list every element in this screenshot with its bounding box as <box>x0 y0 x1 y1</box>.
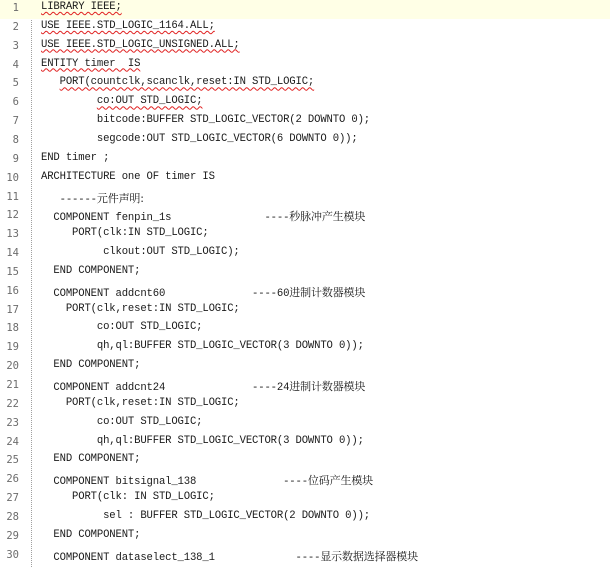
code-text <box>41 133 358 145</box>
code-line[interactable] <box>0 471 610 490</box>
code-segment: co:OUT STD_LOGIC; <box>41 415 203 428</box>
code-line[interactable] <box>0 0 610 19</box>
code-text <box>41 510 370 522</box>
code-segment-error: LIBRARY IEEE; <box>41 1 122 13</box>
code-text <box>41 1 122 13</box>
code-line[interactable] <box>0 132 610 151</box>
code-segment: qh,ql:BUFFER STD_LOGIC_VECTOR(3 DOWNTO 0)); <box>41 340 364 353</box>
code-text <box>41 321 202 333</box>
code-text <box>41 435 364 447</box>
code-line[interactable] <box>0 415 610 434</box>
code-segment: 秒脉冲产生模块 <box>289 210 366 224</box>
line-number: 9 <box>12 152 19 165</box>
code-segment: COMPONENT fenpin_1s ---- <box>41 212 290 225</box>
line-number: 10 <box>6 171 19 184</box>
code-segment: sel : BUFFER STD_LOGIC_VECTOR(2 DOWNTO 0)); <box>41 509 370 522</box>
code-segment: PORT(clk:IN STD_LOGIC; <box>41 227 209 240</box>
code-text <box>41 190 144 206</box>
code-text <box>41 95 202 107</box>
line-number: 23 <box>6 416 19 429</box>
code-text <box>41 284 365 300</box>
code-segment: END COMPONENT; <box>41 359 141 372</box>
line-number: 26 <box>6 473 19 486</box>
code-text <box>41 227 209 239</box>
code-line[interactable] <box>0 528 610 547</box>
code-segment: 显示数据选择器模块 <box>320 549 418 563</box>
code-segment-error: PORT(countclk,scanclk,reset:IN STD_LOGIC; <box>59 76 315 89</box>
code-text <box>41 303 240 315</box>
code-segment: END COMPONENT; <box>41 264 141 277</box>
code-line[interactable] <box>0 320 610 339</box>
code-segment: 位码产生模块 <box>307 474 374 488</box>
code-line[interactable] <box>0 377 610 396</box>
line-number: 7 <box>12 115 19 128</box>
line-number: 11 <box>6 190 19 203</box>
line-number: 8 <box>12 133 19 146</box>
line-number: 17 <box>6 303 19 316</box>
code-segment: 进制计数器模块 <box>289 380 366 393</box>
code-segment: PORT(clk,reset:IN STD_LOGIC; <box>41 302 240 315</box>
code-text <box>41 208 365 224</box>
code-segment: ARCHITECTURE one OF timer IS <box>41 170 215 183</box>
code-line[interactable] <box>0 302 610 321</box>
code-text <box>41 39 240 51</box>
line-number: 24 <box>6 435 19 448</box>
code-text <box>41 340 364 352</box>
line-number: 12 <box>6 209 19 222</box>
code-text <box>41 548 418 564</box>
code-segment: qh,ql:BUFFER STD_LOGIC_VECTOR(3 DOWNTO 0)); <box>41 434 364 447</box>
code-segment: segcode:OUT STD_LOGIC_VECTOR(6 DOWNTO 0)); <box>41 132 358 145</box>
code-line[interactable] <box>0 283 610 302</box>
code-segment: 元件声明: <box>96 191 144 205</box>
code-line[interactable] <box>0 358 610 377</box>
code-text <box>41 265 140 277</box>
code-segment: COMPONENT addcnt24 ----24 <box>41 382 290 394</box>
code-text <box>41 114 370 126</box>
code-text <box>41 397 240 409</box>
code-line[interactable] <box>0 189 610 208</box>
code-segment: PORT(clk: IN STD_LOGIC; <box>41 491 215 504</box>
code-segment: END COMPONENT; <box>41 528 141 541</box>
line-number: 20 <box>6 360 19 373</box>
line-number: 16 <box>6 284 19 297</box>
line-number: 1 <box>12 2 19 14</box>
code-segment: COMPONENT addcnt60 ----60 <box>41 287 290 300</box>
line-number: 15 <box>6 265 19 278</box>
code-text <box>41 491 215 503</box>
line-number: 21 <box>6 379 19 391</box>
code-text <box>41 76 314 88</box>
code-line[interactable] <box>0 452 610 471</box>
code-line[interactable] <box>0 509 610 528</box>
code-segment-error: USE IEEE.STD_LOGIC_UNSIGNED.ALL; <box>41 38 240 51</box>
code-segment: END timer ; <box>41 151 110 164</box>
code-text <box>41 246 240 258</box>
code-line[interactable] <box>0 57 610 76</box>
code-line[interactable] <box>0 490 610 509</box>
code-text <box>41 472 373 488</box>
code-segment: clkout:OUT STD_LOGIC); <box>41 246 240 259</box>
code-segment <box>41 95 97 107</box>
code-segment: bitcode:BUFFER STD_LOGIC_VECTOR(2 DOWNTO 0); <box>41 114 370 127</box>
code-line[interactable] <box>0 207 610 226</box>
code-segment: 进制计数器模块 <box>289 285 366 299</box>
code-text <box>41 529 140 541</box>
line-number: 28 <box>6 510 19 523</box>
line-number: 14 <box>6 247 19 260</box>
code-text <box>41 152 109 164</box>
code-line[interactable] <box>0 547 610 566</box>
code-line[interactable] <box>0 38 610 57</box>
code-line[interactable] <box>0 19 610 38</box>
code-line[interactable] <box>0 396 610 415</box>
code-text <box>41 359 140 371</box>
line-number: 18 <box>6 322 19 335</box>
code-text <box>41 58 140 70</box>
code-segment: co:OUT STD_LOGIC; <box>41 321 203 334</box>
line-number: 4 <box>12 58 19 71</box>
code-line[interactable] <box>0 264 610 283</box>
line-number: 27 <box>6 492 19 505</box>
code-segment-error: co:OUT STD_LOGIC; <box>96 95 203 108</box>
line-number: 22 <box>6 397 19 410</box>
code-segment: ------ <box>41 193 97 206</box>
code-text <box>41 20 215 32</box>
line-number: 3 <box>12 39 19 52</box>
line-number: 5 <box>12 77 19 90</box>
code-line[interactable] <box>0 151 610 170</box>
code-segment: END COMPONENT; <box>41 453 141 466</box>
code-segment-error: ENTITY timer IS <box>41 57 141 70</box>
code-segment <box>41 76 60 88</box>
code-segment-error: USE IEEE.STD_LOGIC_1164.ALL; <box>41 19 215 32</box>
code-line[interactable] <box>0 339 610 358</box>
code-line[interactable] <box>0 75 610 94</box>
code-line[interactable] <box>0 170 610 189</box>
code-text <box>41 171 215 183</box>
code-segment: PORT(clk,reset:IN STD_LOGIC; <box>41 396 240 409</box>
code-text <box>41 378 365 394</box>
code-line[interactable] <box>0 434 610 453</box>
line-number: 6 <box>12 96 19 109</box>
code-segment: COMPONENT dataselect_138_1 ---- <box>41 551 321 564</box>
code-line[interactable] <box>0 226 610 245</box>
line-number: 13 <box>6 228 19 241</box>
line-number: 25 <box>6 454 19 467</box>
code-text <box>41 453 140 465</box>
line-number: 30 <box>6 548 19 561</box>
code-text <box>41 416 202 428</box>
code-line[interactable] <box>0 245 610 264</box>
code-segment: COMPONENT bitsignal_138 ---- <box>41 476 308 489</box>
code-line[interactable] <box>0 94 610 113</box>
line-number: 29 <box>6 529 19 542</box>
line-number: 2 <box>12 20 19 33</box>
code-line[interactable] <box>0 113 610 132</box>
line-number: 19 <box>6 341 19 354</box>
